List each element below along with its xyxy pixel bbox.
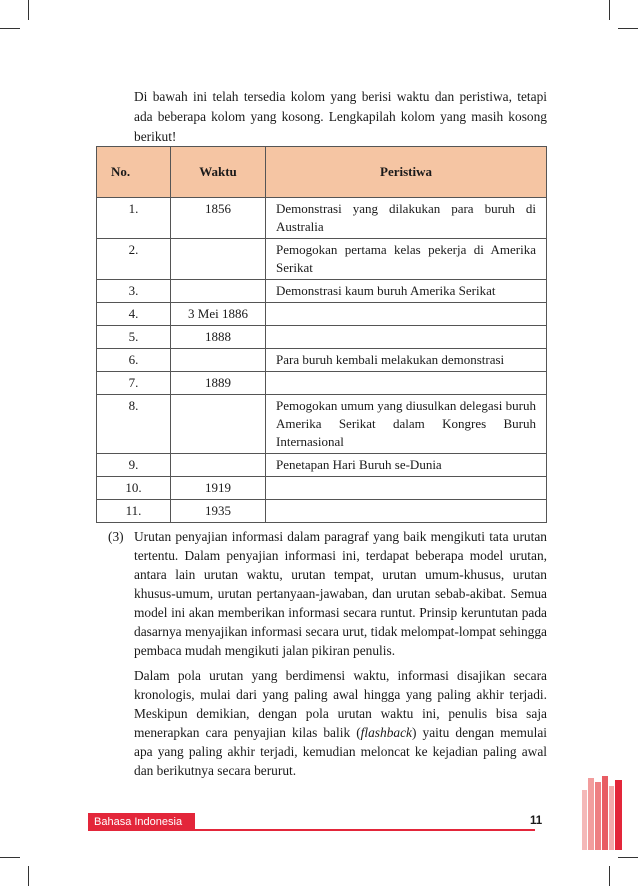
cell-no: 7. xyxy=(97,372,171,395)
decorative-stripe xyxy=(595,782,601,850)
section-3 xyxy=(108,527,547,786)
cell-peristiwa xyxy=(266,372,547,395)
cell-peristiwa xyxy=(266,303,547,326)
cell-peristiwa: Demonstrasi yang dilakukan para buruh di Australia xyxy=(266,198,547,239)
table-row xyxy=(97,303,547,326)
cell-waktu: 1935 xyxy=(171,500,266,523)
page-number: 11 xyxy=(530,815,543,827)
decorative-stripe xyxy=(602,776,608,850)
cell-no: 8. xyxy=(97,395,171,454)
footer-title-block xyxy=(88,813,195,831)
events-table xyxy=(96,146,547,523)
decorative-stripe xyxy=(615,780,622,850)
section-number: (3) xyxy=(108,529,124,544)
book-title: Bahasa Indonesia xyxy=(94,816,183,828)
cell-waktu: 1919 xyxy=(171,477,266,500)
section-paragraph-2 xyxy=(134,666,547,780)
crop-mark xyxy=(618,28,638,29)
section-paragraph-1: Urutan penyajian informasi dalam paragraf yang baik mengikuti tata urutan tertentu. Dalam penyajian informasi ini, terdapat beberapa model urutan, antara lain urutan waktu, urutan tempat, urutan umum-khusus, urutan khusus-umum, urutan pertanyaan-jawaban, dan urutan sebab-akibat. Semua model ini akan memberikan informasi secara runtut. Prinsip keruntutan pada dasarnya menyajikan informasi secara urut, tidak melompat-lompat sehingga pembaca mudah mengikuti jalan pikiran penulis. xyxy=(134,529,547,658)
cell-peristiwa: Demonstrasi kaum buruh Amerika Serikat xyxy=(266,280,547,303)
cell-no: 3. xyxy=(97,280,171,303)
cell-no: 5. xyxy=(97,326,171,349)
cell-no: 6. xyxy=(97,349,171,372)
cell-peristiwa xyxy=(266,326,547,349)
cell-waktu: 1888 xyxy=(171,326,266,349)
cell-waktu: 1889 xyxy=(171,372,266,395)
crop-mark xyxy=(609,0,610,20)
cell-peristiwa xyxy=(266,500,547,523)
cell-no: 2. xyxy=(97,239,171,280)
table-row xyxy=(97,454,547,477)
header-waktu: Waktu xyxy=(171,147,266,198)
cell-peristiwa: Pemogokan pertama kelas pekerja di Amerika Serikat xyxy=(266,239,547,280)
cell-peristiwa: Penetapan Hari Buruh se-Dunia xyxy=(266,454,547,477)
table-row xyxy=(97,239,547,280)
cell-peristiwa: Pemogokan umum yang diusulkan delegasi buruh Amerika Serikat dalam Kongres Buruh Internasional xyxy=(266,395,547,454)
cell-no: 9. xyxy=(97,454,171,477)
crop-mark xyxy=(28,866,29,886)
cell-waktu: 3 Mei 1886 xyxy=(171,303,266,326)
crop-mark xyxy=(618,857,638,858)
cell-waktu xyxy=(171,280,266,303)
cell-waktu xyxy=(171,349,266,372)
header-peristiwa: Peristiwa xyxy=(266,147,547,198)
decorative-stripe xyxy=(582,790,587,850)
cell-no: 11. xyxy=(97,500,171,523)
table-row xyxy=(97,395,547,454)
header-no: No. xyxy=(97,147,171,198)
paragraph-2-text: Dalam pola urutan yang berdimensi waktu, informasi disajikan secara kronologis, mulai dari yang paling awal hingga yang paling akhir terjadi. Meskipun demikian, dengan pola urutan waktu ini, penulis bisa saja menerapkan cara penyajian kilas balik ( xyxy=(134,668,547,740)
cell-waktu: 1856 xyxy=(171,198,266,239)
intro-paragraph: Di bawah ini telah tersedia kolom yang berisi waktu dan peristiwa, tetapi ada beberapa kolom yang kosong. Lengkapilah kolom yang masih kosong berikut! xyxy=(134,89,547,144)
cell-waktu xyxy=(171,395,266,454)
cell-peristiwa xyxy=(266,477,547,500)
crop-mark xyxy=(28,0,29,20)
crop-mark xyxy=(0,28,20,29)
table-row xyxy=(97,280,547,303)
cell-no: 4. xyxy=(97,303,171,326)
cell-waktu xyxy=(171,239,266,280)
cell-peristiwa: Para buruh kembali melakukan demonstrasi xyxy=(266,349,547,372)
section-body xyxy=(134,527,547,780)
cell-no: 10. xyxy=(97,477,171,500)
table-row xyxy=(97,500,547,523)
flashback-term: flashback xyxy=(360,725,412,740)
table-row xyxy=(97,372,547,395)
table-row xyxy=(97,477,547,500)
crop-mark xyxy=(0,857,20,858)
cell-no: 1. xyxy=(97,198,171,239)
table-header-row xyxy=(97,147,547,198)
footer xyxy=(88,813,550,831)
crop-mark xyxy=(609,866,610,886)
decorative-stripe xyxy=(609,786,614,850)
footer-rule xyxy=(195,829,535,831)
table-row xyxy=(97,198,547,239)
paragraph-2-text-end: ) yaitu dengan memulai apa yang paling akhir terjadi, kemudian meloncat ke kejadian paling awal dan berikutnya secara berurut. xyxy=(134,725,547,778)
decorative-stripe xyxy=(588,778,594,850)
cell-waktu xyxy=(171,454,266,477)
table-row xyxy=(97,326,547,349)
table-row xyxy=(97,349,547,372)
